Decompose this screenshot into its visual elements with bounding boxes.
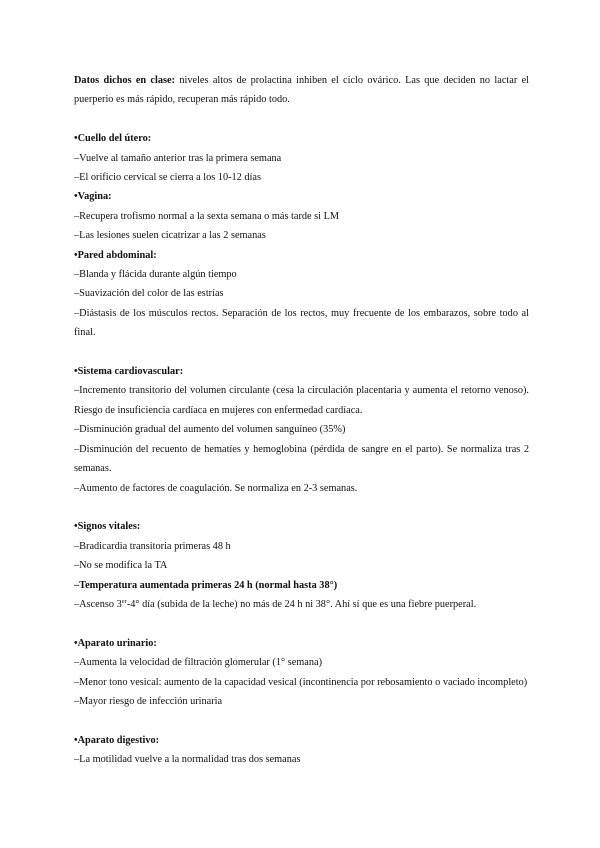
list-item: –Blanda y flácida durante algún tiempo bbox=[74, 269, 237, 281]
list-item: –Menor tono vesical: aumento de la capacidad vesical (incontinencia por rebosamiento o vaciado incompleto) bbox=[74, 676, 528, 688]
spacer bbox=[74, 498, 529, 517]
spacer bbox=[74, 711, 529, 730]
list-item bbox=[74, 595, 529, 614]
spacer bbox=[74, 110, 529, 129]
list-item: –Suavización del color de las estrías bbox=[74, 288, 224, 300]
list-item: –Mayor riesgo de infección urinaria bbox=[74, 695, 223, 707]
list-item: –Bradicardia transitoria primeras 48 h bbox=[74, 540, 231, 552]
list-item: –Incremento transitorio del volumen circulante (cesa la circulación placentaria y aumenta el retorno venoso). Riesgo de insuficiencia cardíaca en mujeres con enfermedad cardíaca. bbox=[74, 385, 529, 416]
intro-label: Datos dichos en clase: bbox=[74, 75, 176, 86]
ascenso-before: –Ascenso 3 bbox=[74, 598, 122, 610]
list-item-bold: –Temperatura aumentada primeras 24 h (normal hasta 38°) bbox=[74, 579, 338, 591]
ascenso-after: -4° día (subida de la leche) no más de 24 h ni 38°. Ahí sí que es una fiebre puerperal. bbox=[126, 598, 477, 610]
spacer bbox=[74, 343, 529, 362]
list-item: –Aumento de factores de coagulación. Se normaliza en 2-3 semanas. bbox=[74, 482, 358, 494]
intro-paragraph bbox=[74, 71, 529, 110]
list-item: –Recupera trofismo normal a la sexta semana o más tarde si LM bbox=[74, 210, 340, 222]
list-item: –Disminución del recuento de hematíes y hemoglobina (pérdida de sangre en el parto). Se normaliza tras 2 semanas. bbox=[74, 443, 529, 475]
section-heading-pared: •Pared abdominal: bbox=[74, 249, 157, 261]
intro-text: niveles altos de prolactina inhiben el ciclo ovárico. Las que deciden no lactar el puerperio es más rápido, recuperan más rápido todo. bbox=[74, 75, 529, 106]
section-heading-cuello: •Cuello del útero: bbox=[74, 133, 152, 145]
list-item: –Vuelve al tamaño anterior tras la primera semana bbox=[74, 152, 282, 164]
list-item: –La motilidad vuelve a la normalidad tras dos semanas bbox=[74, 754, 301, 766]
section-heading-vagina: •Vagina: bbox=[74, 191, 112, 203]
section-heading-cardio: •Sistema cardiovascular: bbox=[74, 366, 184, 378]
document-page bbox=[74, 71, 529, 770]
list-item: –Disminución gradual del aumento del volumen sanguíneo (35%) bbox=[74, 424, 346, 436]
section-heading-digestivo: •Aparato digestivo: bbox=[74, 734, 160, 746]
section-heading-signos: •Signos vitales: bbox=[74, 521, 141, 533]
list-item: –Aumenta la velocidad de filtración glomerular (1° semana) bbox=[74, 657, 323, 669]
ascenso-sup: er bbox=[121, 597, 127, 605]
spacer bbox=[74, 614, 529, 633]
list-item: –Las lesiones suelen cicatrizar a las 2 semanas bbox=[74, 230, 266, 242]
list-item: –Diástasis de los músculos rectos. Separación de los rectos, muy frecuente de los embarazos, sobre todo al final. bbox=[74, 307, 529, 339]
list-item: –No se modifica la TA bbox=[74, 560, 168, 572]
list-item: –El orificio cervical se cierra a los 10-12 días bbox=[74, 172, 261, 184]
section-heading-urinario: •Aparato urinario: bbox=[74, 637, 157, 649]
